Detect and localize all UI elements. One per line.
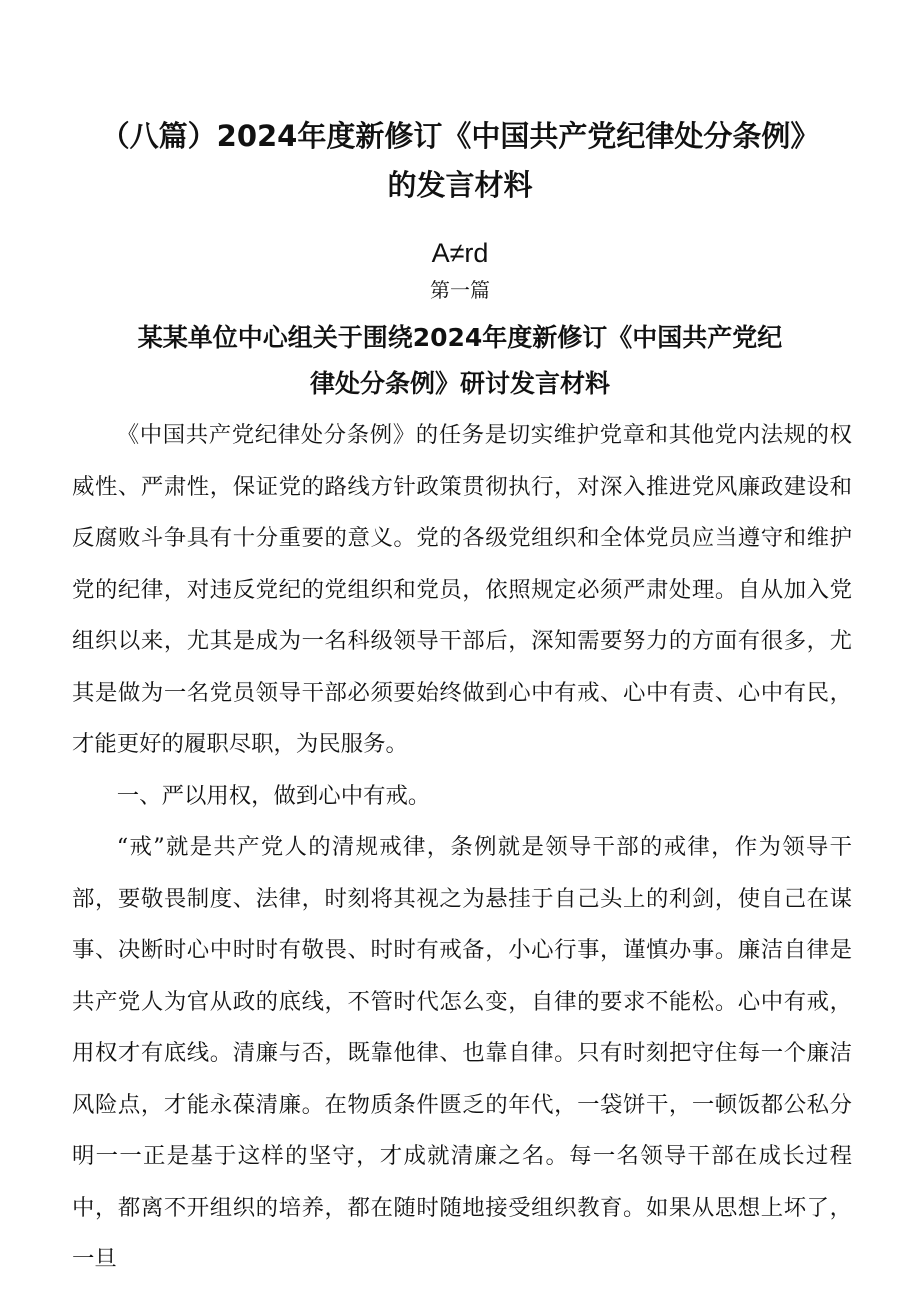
piece-label: 第一篇	[430, 278, 490, 302]
document-title-line-1: （八篇）2024年度新修订《中国共产党纪律处分条例》	[100, 119, 820, 153]
subtitle-line-1: 某某单位中心组关于围绕2024年度新修订《中国共产党纪	[137, 323, 783, 352]
body-paragraph-1: “戒”就是共产党人的清规戒律，条例就是领导干部的戒律，作为领导干部，要敬畏制度、法律，时刻将其视之为悬挂于自己头上的利剑，使自己在谋事、决断时心中时时有敬畏、时时有戒备，小心行事，谨慎办事。廉洁自律是共产党人为官从政的底线，不管时代怎么变，自律的要求不能松。心中有戒，用权才有底线。清廉与否，既靠他律、也靠自律。只有时刻把守住每一个廉洁风险点，才能永葆清廉。在物质条件匮乏的年代，一袋饼干，一顿饭都公私分明一一正是基于这样的坚守，才成就清廉之名。每一名领导干部在成长过程中，都离不开组织的培养，都在随时随地接受组织教育。如果从思想上坏了，一旦	[72, 834, 852, 1272]
document-body	[72, 410, 852, 1286]
section-marker: A≠rd	[431, 238, 489, 268]
subtitle-line-2: 律处分条例》研讨发言材料	[309, 369, 610, 398]
body-paragraph-intro: 《中国共产党纪律处分条例》的任务是切实维护党章和其他党内法规的权威性、严肃性，保证党的路线方针政策贯彻执行，对深入推进党风廉政建设和反腐败斗争具有十分重要的意义。党的各级党组织和全体党员应当遵守和维护党的纪律，对违反党纪的党组织和党员，依照规定必须严肃处理。自从加入党组织以来，尤其是成为一名科级领导干部后，深知需要努力的方面有很多，尤其是做为一名党员领导干部必须要始终做到心中有戒、心中有责、心中有民，才能更好的履职尽职，为民服务。	[72, 422, 852, 757]
section-heading-1: 一、严以用权，做到心中有戒。	[116, 782, 431, 809]
document-title-line-2: 的发言材料	[387, 168, 533, 202]
